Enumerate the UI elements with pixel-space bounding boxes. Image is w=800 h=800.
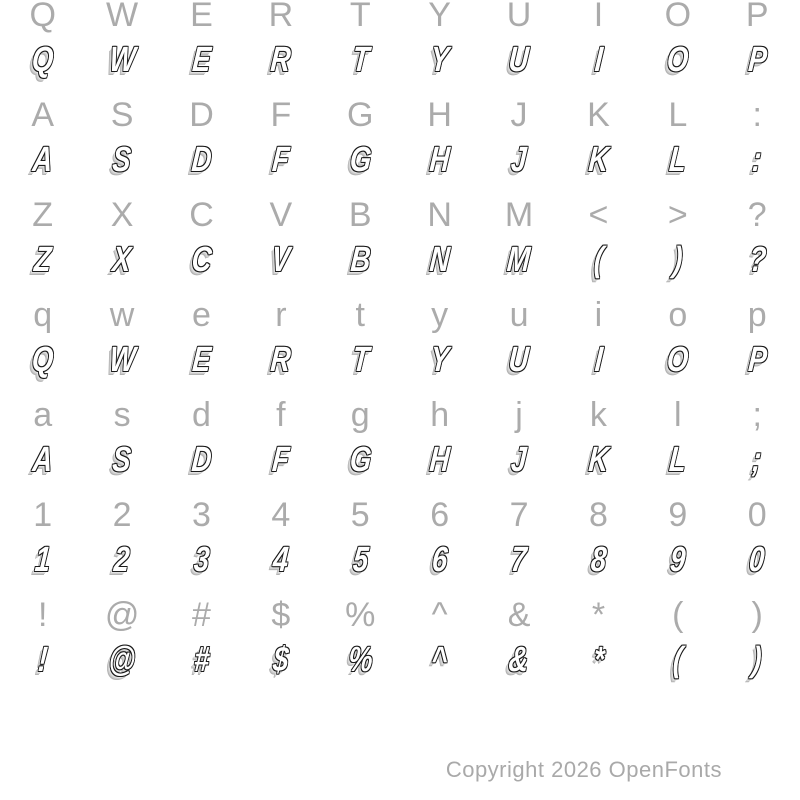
glyph-cell-shadow: B (348, 240, 372, 279)
glyph-cell-shadow: I (593, 40, 604, 79)
glyph-cell-shadow: H (428, 440, 452, 479)
glyph-cell-plain: K (587, 96, 610, 134)
glyph-cell-shadow: M (506, 240, 533, 279)
glyph-cell-shadow: Y (428, 340, 451, 379)
glyph-cell-plain: < (588, 196, 609, 234)
glyph-cell-plain: I (593, 0, 604, 34)
glyph-cell-plain: F (270, 96, 292, 134)
glyph-cell-plain: s (113, 396, 131, 434)
glyph-cell-shadow: ( (671, 640, 684, 679)
glyph-cell-plain: ^ (431, 596, 448, 634)
glyph-cell-plain: 9 (668, 496, 688, 534)
glyph-cell-shadow: @ (107, 640, 138, 679)
glyph-cell-shadow: X (111, 240, 133, 279)
glyph-cell-plain: Q (29, 0, 56, 34)
glyph-cell-shadow: T (350, 40, 371, 79)
glyph-cell-shadow: & (507, 640, 531, 679)
glyph-cell-shadow: O (665, 340, 691, 379)
glyph-cell-plain: g (350, 396, 370, 434)
glyph-cell-plain: r (275, 296, 287, 334)
specimen-row-10-asdf-lowercase-shadow (3, 435, 797, 495)
glyph-cell-shadow: E (190, 40, 213, 79)
glyph-cell-plain: y (431, 296, 449, 334)
glyph-cell-plain: i (594, 296, 603, 334)
glyph-cell-shadow: Z (32, 240, 53, 279)
glyph-cell-shadow: P (746, 40, 768, 79)
glyph-cell-plain: O (664, 0, 692, 34)
glyph-cell-plain: 4 (271, 496, 291, 534)
glyph-cell-plain: $ (271, 596, 291, 634)
glyph-cell-plain: h (430, 396, 450, 434)
glyph-cell-shadow: K (587, 140, 610, 179)
glyph-cell-shadow: J (509, 440, 529, 479)
glyph-cell-shadow: : (751, 140, 764, 179)
glyph-cell-plain: J (510, 96, 528, 134)
copyright-text: Copyright 2026 OpenFonts (445, 757, 722, 782)
glyph-cell-shadow: ) (751, 640, 764, 679)
glyph-cell-plain: Y (428, 0, 451, 34)
glyph-cell-plain: : (752, 96, 762, 134)
glyph-cell-shadow: Q (30, 340, 55, 379)
glyph-cell-plain: B (348, 196, 372, 234)
glyph-cell-plain: E (190, 0, 213, 34)
glyph-cell-shadow: I (593, 340, 604, 379)
glyph-cell-shadow: G (348, 140, 373, 179)
glyph-cell-shadow: R (269, 40, 293, 79)
specimen-row-8-qwerty-lowercase-shadow (3, 335, 797, 395)
glyph-cell-shadow: O (665, 40, 691, 79)
glyph-cell-plain: 6 (430, 496, 450, 534)
glyph-cell-shadow: A (31, 140, 55, 179)
glyph-cell-plain: V (269, 196, 293, 234)
specimen-row-5-zxcv-uppercase-plain (3, 195, 797, 235)
glyph-cell-shadow: 7 (509, 540, 529, 579)
glyph-cell-shadow: P (746, 340, 768, 379)
glyph-cell-plain: M (504, 196, 534, 234)
glyph-cell-plain: 1 (33, 496, 53, 534)
glyph-cell-shadow: U (507, 40, 531, 79)
glyph-cell-shadow: A (31, 440, 55, 479)
glyph-cell-shadow: W (107, 40, 137, 79)
specimen-row-2-qwerty-uppercase-shadow (3, 35, 797, 95)
glyph-cell-shadow: C (190, 240, 213, 279)
glyph-cell-shadow: F (270, 440, 291, 479)
glyph-cell-plain: W (106, 0, 139, 34)
glyph-cell-plain: L (668, 96, 688, 134)
glyph-cell-plain: q (33, 296, 53, 334)
glyph-cell-plain: G (347, 96, 374, 134)
glyph-cell-shadow: U (507, 340, 531, 379)
glyph-cell-plain: ; (752, 396, 762, 434)
glyph-cell-plain: H (427, 96, 452, 134)
glyph-cell-shadow: T (350, 340, 371, 379)
glyph-cell-plain: T (349, 0, 371, 34)
glyph-cell-plain: f (276, 396, 286, 434)
glyph-cell-shadow: D (190, 440, 213, 479)
glyph-cell-plain: D (189, 96, 214, 134)
glyph-cell-plain: # (192, 596, 211, 634)
specimen-row-12-digits-shadow (3, 535, 797, 595)
glyph-cell-plain: 0 (747, 496, 767, 534)
glyph-cell-plain: % (345, 596, 376, 634)
glyph-cell-shadow: * (591, 640, 606, 679)
glyph-cell-plain: p (747, 296, 767, 334)
glyph-cell-plain: C (189, 196, 214, 234)
glyph-cell-shadow: 8 (589, 540, 608, 579)
glyph-cell-plain: o (668, 296, 688, 334)
glyph-cell-shadow: N (428, 240, 452, 279)
glyph-cell-plain: l (674, 396, 682, 434)
glyph-cell-plain: u (509, 296, 529, 334)
glyph-cell-plain: ) (751, 596, 763, 634)
glyph-cell-shadow: 3 (192, 540, 211, 579)
glyph-cell-shadow: ) (671, 240, 684, 279)
glyph-cell-shadow: K (587, 440, 610, 479)
glyph-cell-shadow: V (270, 240, 292, 279)
glyph-cell-plain: @ (104, 596, 140, 634)
specimen-row-9-asdf-lowercase-plain (3, 395, 797, 435)
glyph-cell-shadow: F (270, 140, 291, 179)
glyph-cell-shadow: ! (36, 640, 49, 679)
glyph-cell-shadow: L (667, 440, 688, 479)
glyph-cell-plain: 3 (192, 496, 211, 534)
glyph-cell-plain: ! (37, 596, 48, 634)
glyph-cell-plain: a (33, 396, 53, 434)
glyph-cell-shadow: H (428, 140, 452, 179)
glyph-cell-plain: t (355, 296, 365, 334)
glyph-cell-plain: U (506, 0, 532, 34)
glyph-cell-shadow: 9 (668, 540, 688, 579)
glyph-cell-plain: S (110, 96, 134, 134)
glyph-cell-plain: 2 (112, 496, 132, 534)
glyph-cell-shadow: E (190, 340, 213, 379)
glyph-cell-shadow: ? (747, 240, 768, 279)
glyph-cell-plain: 8 (588, 496, 608, 534)
glyph-cell-shadow: 2 (112, 540, 132, 579)
glyph-cell-shadow: S (111, 140, 133, 179)
specimen-row-3-asdf-uppercase-plain (3, 95, 797, 135)
glyph-grid (3, 0, 797, 695)
glyph-cell-plain: 7 (509, 496, 529, 534)
glyph-cell-shadow: $ (271, 640, 291, 679)
glyph-cell-plain: X (110, 196, 134, 234)
glyph-cell-plain: 5 (350, 496, 370, 534)
glyph-cell-shadow: G (348, 440, 373, 479)
glyph-cell-shadow: # (192, 640, 211, 679)
glyph-cell-shadow: 0 (748, 540, 767, 579)
glyph-cell-shadow: ^ (430, 640, 450, 679)
glyph-cell-shadow: Y (428, 40, 451, 79)
glyph-cell-shadow: % (346, 640, 375, 679)
glyph-cell-plain: ? (747, 196, 767, 234)
glyph-cell-plain: w (109, 296, 135, 334)
specimen-row-11-digits-plain (3, 495, 797, 535)
glyph-cell-shadow: Q (30, 40, 55, 79)
glyph-cell-plain: P (745, 0, 769, 34)
glyph-cell-plain: k (589, 396, 607, 434)
glyph-cell-plain: A (31, 96, 55, 134)
glyph-cell-plain: e (192, 296, 211, 334)
glyph-cell-shadow: D (190, 140, 213, 179)
glyph-cell-plain: j (515, 396, 523, 434)
glyph-cell-shadow: W (107, 340, 137, 379)
specimen-row-1-qwerty-uppercase-plain (3, 0, 797, 35)
glyph-cell-shadow: J (509, 140, 529, 179)
glyph-cell-shadow: 4 (271, 540, 291, 579)
specimen-row-4-asdf-uppercase-shadow (3, 135, 797, 195)
glyph-cell-shadow: S (111, 440, 133, 479)
glyph-cell-shadow: ; (751, 440, 764, 479)
glyph-cell-shadow: R (269, 340, 293, 379)
glyph-cell-plain: R (268, 0, 294, 34)
glyph-cell-shadow: L (667, 140, 688, 179)
glyph-cell-plain: * (591, 596, 606, 634)
glyph-cell-plain: Z (32, 196, 54, 234)
glyph-cell-plain: ( (672, 596, 684, 634)
glyph-cell-shadow: 1 (33, 540, 52, 579)
glyph-cell-shadow: 6 (430, 540, 449, 579)
glyph-cell-plain: d (192, 396, 211, 434)
specimen-row-6-zxcv-uppercase-shadow (3, 235, 797, 295)
glyph-cell-shadow: 5 (351, 540, 370, 579)
specimen-row-13-symbols-plain (3, 595, 797, 635)
glyph-cell-plain: & (507, 596, 531, 634)
specimen-row-14-symbols-shadow (3, 635, 797, 695)
glyph-cell-shadow: ( (592, 240, 605, 279)
specimen-row-7-qwerty-lowercase-plain (3, 295, 797, 335)
glyph-cell-plain: > (667, 196, 688, 234)
glyph-cell-plain: N (427, 196, 452, 234)
